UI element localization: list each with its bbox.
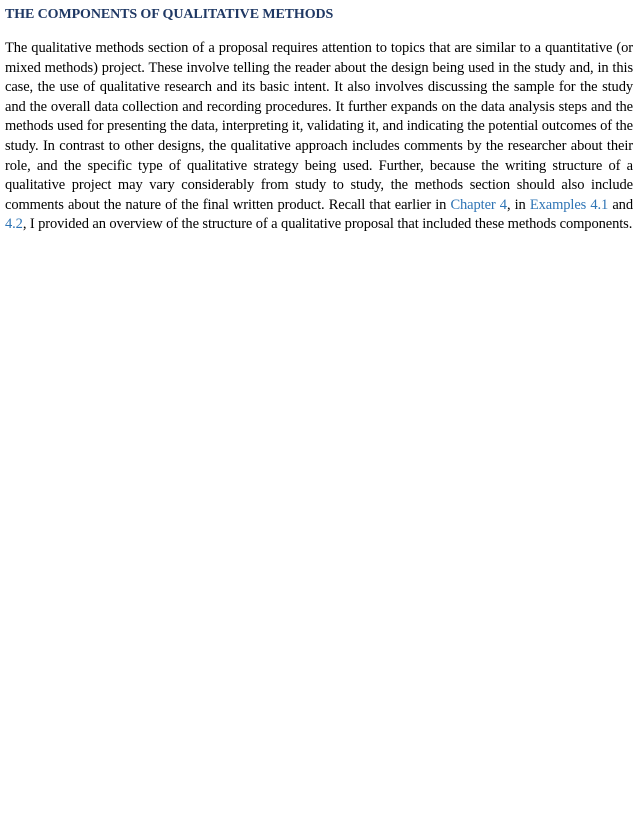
example-4-1-link[interactable]: Examples 4.1 (529, 196, 609, 213)
example-4-2-link[interactable]: 4.2 (5, 216, 23, 233)
paragraph-text-2: , in (506, 196, 530, 213)
paragraph-text-4: , I provided an overview of the structure of a qualitative proposal that included these methods components. (22, 216, 633, 233)
document-page (5, 0, 633, 235)
body-paragraph (5, 39, 633, 235)
paragraph-text-3: and (608, 196, 633, 213)
section-heading: THE COMPONENTS OF QUALITATIVE METHODS (5, 7, 334, 22)
paragraph-text-1: The qualitative methods section of a proposal requires attention to topics that are similar to a quantitative (or mixed methods) project. These involve telling the reader about the design being used in the study and, in this case, the use of qualitative research and its basic intent. It also involves discussing the sample for the study and the overall data collection and recording procedures. It further expands on the data analysis steps and the methods used for presenting the data, interpreting it, validating it, and indicating the potential outcomes of the study. In contrast to other designs, the qualitative approach includes comments by the researcher about their role, and the specific type of qualitative strategy being used. Further, because the writing structure of a qualitative project may vary considerably from study to study, the methods section should also include comments about the nature of the final written product. Recall that earlier in (5, 40, 633, 213)
chapter-4-link[interactable]: Chapter 4 (450, 196, 507, 213)
